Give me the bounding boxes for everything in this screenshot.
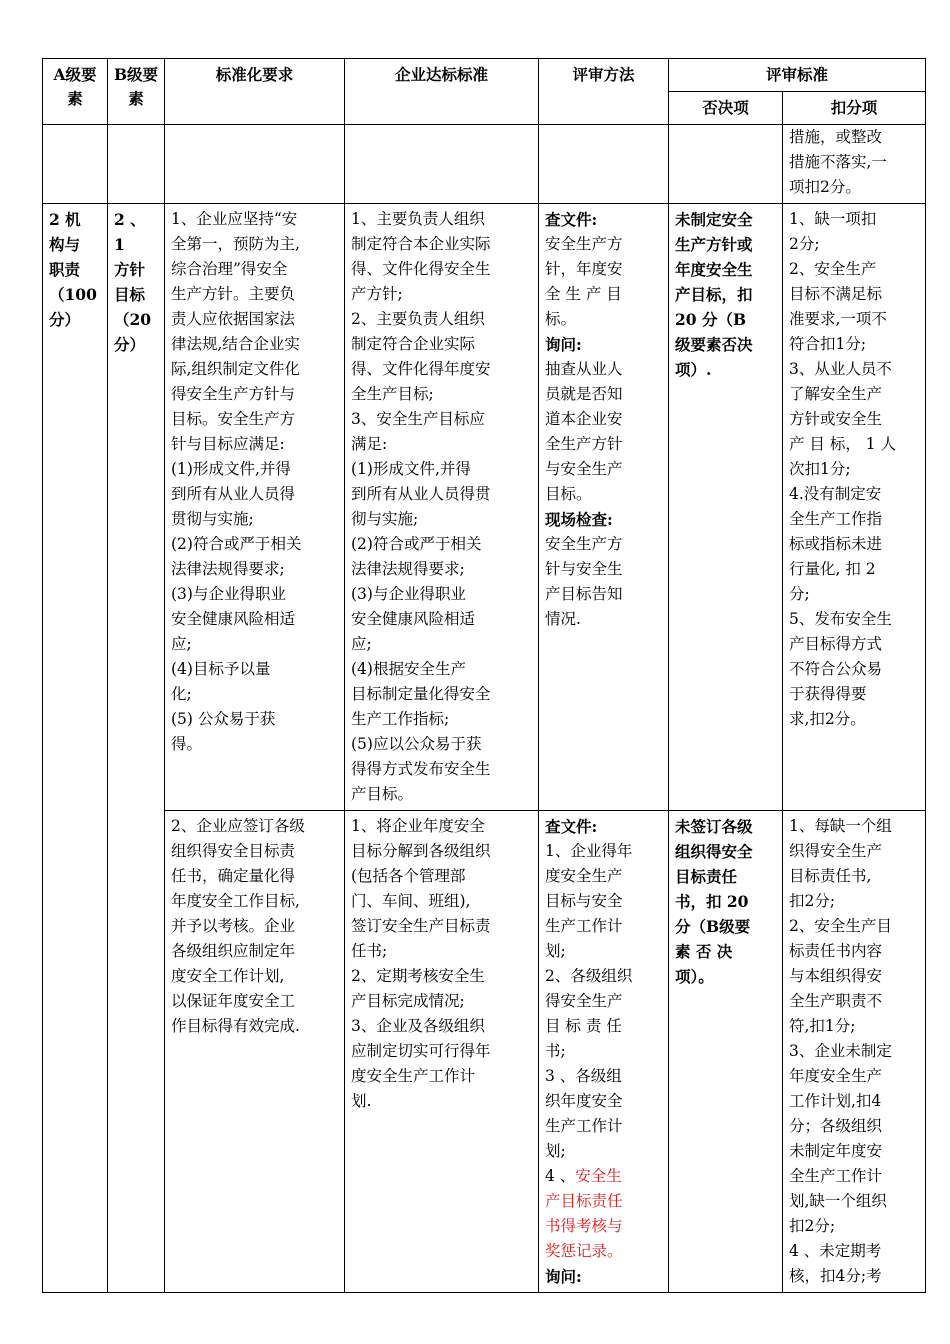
- method-label-inquiry: 询问:: [545, 1267, 582, 1286]
- text-line: 目标责任书,: [789, 867, 872, 885]
- header-a-level: A级要素: [43, 59, 108, 125]
- text-line: 措施不落实,一: [789, 153, 887, 171]
- text-line: 与本组织得安: [789, 967, 883, 985]
- text-line: 签订安全生产目标责: [351, 917, 491, 935]
- text-line: 划,缺一个组织: [789, 1192, 887, 1210]
- text-line: 目标。: [545, 485, 592, 503]
- text-line: 制定符合本企业实际: [351, 235, 491, 253]
- text-line: 到所有从业人员得: [171, 485, 296, 503]
- text-line: 产目标完成情况;: [351, 992, 465, 1010]
- text-line: 全生产方针: [545, 435, 623, 453]
- text-line: 员就是否知: [545, 385, 623, 403]
- text-line: 全生产工作计: [789, 1167, 883, 1185]
- text-line: 产目标，扣: [675, 285, 753, 304]
- text-line: (5) 公众易于获: [171, 710, 276, 728]
- text-line: 未制定安全: [675, 210, 753, 229]
- text-line: 生产方针。主要负: [171, 285, 296, 303]
- method-text: [545, 839, 662, 1164]
- method-text: [545, 357, 662, 507]
- text-line: 1、企业应坚持“安: [171, 210, 298, 228]
- text-line: 3、企业及各级组织: [351, 1017, 485, 1035]
- text-line: 项）。: [675, 967, 714, 986]
- text-line: 1、缺一项扣: [789, 210, 877, 228]
- table-row: [43, 811, 926, 1293]
- text-line: 了解安全生产: [789, 385, 883, 403]
- text-line: 书，扣 20: [675, 892, 749, 911]
- text-line: 目标分解到各级组织: [351, 842, 491, 860]
- text-line: 构与: [49, 235, 81, 254]
- text-line: 安全健康风险相适: [351, 610, 476, 628]
- cell-enterprise-standard: [345, 125, 539, 204]
- cell-b-level: [108, 125, 165, 204]
- text-line: 情况.: [545, 610, 581, 628]
- text-line: 3、安全生产目标应: [351, 410, 485, 428]
- text-line: 得。: [171, 735, 203, 753]
- text-line: 目 标 责 任: [545, 1017, 622, 1035]
- review-standard-table: [42, 58, 926, 1293]
- method-label-site-check: 现场检查:: [545, 510, 613, 529]
- method-red-line: 产目标责任: [545, 1192, 623, 1210]
- text-line: 责人应依据国家法: [171, 310, 296, 328]
- text-line: 贯彻与实施;: [171, 510, 254, 528]
- text-line: 4.没有制定安: [789, 485, 882, 503]
- text-line: 作目标得有效完成.: [171, 1017, 300, 1035]
- text-line: 产目标。: [351, 785, 414, 803]
- text-line: 目标不满足标: [789, 285, 883, 303]
- text-line: 全生产职责不: [789, 992, 883, 1010]
- text-line: 产方针;: [351, 285, 403, 303]
- text-line: 产 目 标， 1 人: [789, 435, 897, 453]
- text-line: 针与安全生: [545, 560, 623, 578]
- cell-deduction: [783, 811, 926, 1293]
- text-line: 扣2分;: [789, 892, 836, 910]
- text-line: (4)目标予以量: [171, 660, 271, 678]
- method-label-documents: 查文件:: [545, 817, 598, 836]
- text-line: (5)应以公众易于获: [351, 735, 482, 753]
- text-line: 求,扣2分。: [789, 710, 866, 728]
- table-row: [43, 204, 926, 811]
- header-b-level: B级要素: [108, 59, 165, 125]
- text-line: 法律法规得要求;: [351, 560, 465, 578]
- text-line: 化;: [171, 685, 192, 703]
- text-line: 全第一，预防为主,: [171, 235, 300, 253]
- text-line: 划.: [351, 1092, 372, 1110]
- text-line: 于获得得要: [789, 685, 867, 703]
- text-line: 级要素否决: [675, 335, 753, 354]
- text-line: 未签订各级: [675, 817, 753, 836]
- text-line: 5、发布安全生: [789, 610, 892, 628]
- text-line: 生产工作计: [545, 1117, 623, 1135]
- text-line: 方针: [114, 260, 146, 279]
- cell-veto: [669, 204, 783, 811]
- text-line: 3 、各级组: [545, 1067, 622, 1085]
- cell-requirement: [165, 125, 345, 204]
- text-line: 1、将企业年度安全: [351, 817, 485, 835]
- text-line: 素 否 决: [675, 942, 733, 961]
- text-line: 符合扣1分;: [789, 335, 867, 353]
- text-line: 项扣2分。: [789, 178, 861, 196]
- header-veto: 否决项: [669, 92, 783, 125]
- header-row: [43, 59, 926, 92]
- text-line: 2、安全生产目: [789, 917, 892, 935]
- text-line: 2 机: [49, 210, 81, 229]
- text-line: 核，扣4分;考: [789, 1267, 882, 1285]
- method-text: [545, 232, 662, 332]
- text-line: 任书，确定量化得: [171, 867, 296, 885]
- text-line: 彻与实施;: [351, 510, 419, 528]
- text-line: 生产工作计: [545, 917, 623, 935]
- text-line: 1、每缺一个组: [789, 817, 892, 835]
- text-line: 抽查从业人: [545, 360, 623, 378]
- text-line: 准要求,一项不: [789, 310, 887, 328]
- text-line: 得安全生产: [545, 992, 623, 1010]
- text-line: 标责任书内容: [789, 942, 883, 960]
- text-line: 综合治理”得安全: [171, 260, 288, 278]
- text-line: 并予以考核。企业: [171, 917, 296, 935]
- cell-veto: [669, 811, 783, 1293]
- cell-review-method: [539, 204, 669, 811]
- text-line: 20 分（B: [675, 310, 747, 329]
- text-line: 安全健康风险相适: [171, 610, 296, 628]
- cell-veto: [669, 125, 783, 204]
- text-line: （20: [114, 310, 152, 329]
- text-line: 组织得安全目标责: [171, 842, 296, 860]
- text-line: (包括各个管理部: [351, 867, 466, 885]
- text-line: 得、文件化得年度安: [351, 360, 491, 378]
- text-line: 组织得安全: [675, 842, 753, 861]
- text-line: （100: [49, 285, 97, 304]
- text-line: 未制定年度安: [789, 1142, 883, 1160]
- text-line: 标。: [545, 310, 577, 328]
- text-line: 分）: [114, 335, 146, 354]
- text-line: 2、主要负责人组织: [351, 310, 485, 328]
- method-red-line: 书得考核与: [545, 1217, 623, 1235]
- text-line: 行量化, 扣 2: [789, 560, 876, 578]
- text-line: 道本企业安: [545, 410, 623, 428]
- text-line: 应;: [171, 635, 192, 653]
- text-line: 目标与安全: [545, 892, 623, 910]
- text-line: 任书;: [351, 942, 388, 960]
- text-line: 织年度安全: [545, 1092, 623, 1110]
- method-text: [545, 532, 662, 632]
- text-line: 得得方式发布安全生: [351, 760, 491, 778]
- text-line: 目标: [114, 285, 146, 304]
- cell-a-level: [43, 125, 108, 204]
- text-line: 全生产目标;: [351, 385, 434, 403]
- cell-b-level: [108, 204, 165, 1293]
- text-line: 制定符合企业实际: [351, 335, 476, 353]
- text-line: 度安全工作计划,: [171, 967, 285, 985]
- text-line: 全生产工作指: [789, 510, 883, 528]
- text-line: 分;: [789, 585, 810, 603]
- text-line: 得安全生产方针与: [171, 385, 296, 403]
- text-line: 1: [114, 235, 125, 254]
- text-line: 年度安全工作目标,: [171, 892, 300, 910]
- text-line: 1、企业得年: [545, 842, 633, 860]
- text-line: 度安全生产: [545, 867, 623, 885]
- text-line: 以保证年度安全工: [171, 992, 296, 1010]
- text-line: 际,组织制定文件化: [171, 360, 300, 378]
- cell-enterprise-standard: [345, 811, 539, 1293]
- cell-review-method: [539, 125, 669, 204]
- cell-review-method: [539, 811, 669, 1293]
- header-deduction: 扣分项: [783, 92, 926, 125]
- cell-enterprise-standard: [345, 204, 539, 811]
- cell-deduction: [783, 125, 926, 204]
- text-line: 法律法规得要求;: [171, 560, 285, 578]
- text-line: 产目标得方式: [789, 635, 883, 653]
- text-line: (2)符合或严于相关: [351, 535, 482, 553]
- text-line: 织得安全生产: [789, 842, 883, 860]
- text-line: 项）.: [675, 360, 712, 379]
- cell-deduction: [783, 204, 926, 811]
- header-review-criteria: 评审标准: [669, 59, 926, 92]
- text-line: 2、安全生产: [789, 260, 877, 278]
- text-line: 方针或安全生: [789, 410, 883, 428]
- text-line: 扣2分;: [789, 1217, 836, 1235]
- text-line: 分）: [49, 310, 81, 329]
- text-line: (1)形成文件,并得: [171, 460, 291, 478]
- text-line: 划;: [545, 1142, 566, 1160]
- method-label-documents: 查文件:: [545, 210, 598, 229]
- text-line: 不符合公众易: [789, 660, 883, 678]
- header-requirement: 标准化要求: [165, 59, 345, 125]
- text-line: 满足:: [351, 435, 388, 453]
- method-red-line: 奖惩记录。: [545, 1242, 623, 1260]
- text-line: 年度安全生: [675, 260, 753, 279]
- text-line: (3)与企业得职业: [171, 585, 286, 603]
- text-line: 2 、: [114, 210, 146, 229]
- text-line: 目标责任: [675, 867, 738, 886]
- text-line: (3)与企业得职业: [351, 585, 466, 603]
- text-line: (2)符合或严于相关: [171, 535, 302, 553]
- cell-requirement: [165, 811, 345, 1293]
- text-line: 目标制定量化得安全: [351, 685, 491, 703]
- text-line: 产目标告知: [545, 585, 623, 603]
- text-line: 分（B级要: [675, 917, 751, 936]
- text-line: 得、文件化得安全生: [351, 260, 491, 278]
- text-line: 安全生产方: [545, 535, 623, 553]
- text-line: 安全生产方: [545, 235, 623, 253]
- text-line: (4)根据安全生产: [351, 660, 466, 678]
- header-enterprise-standard: 企业达标标准: [345, 59, 539, 125]
- method-label-inquiry: 询问:: [545, 335, 582, 354]
- text-line: 应制定切实可行得年: [351, 1042, 491, 1060]
- text-line: 生产方针或: [675, 235, 753, 254]
- text-line: 目标。安全生产方: [171, 410, 296, 428]
- text-line: 2分;: [789, 235, 820, 253]
- text-line: 全 生 产 目: [545, 285, 622, 303]
- text-line: 职责: [49, 260, 81, 279]
- text-line: 次扣1分;: [789, 460, 851, 478]
- text-line: 3、从业人员不: [789, 360, 892, 378]
- text-line: 2、各级组织: [545, 967, 633, 985]
- text-line: 1、主要负责人组织: [351, 210, 485, 228]
- text-line: 2、定期考核安全生: [351, 967, 485, 985]
- header-review-method: 评审方法: [539, 59, 669, 125]
- cell-a-level: [43, 204, 108, 1293]
- text-line: 门、车间、班组),: [351, 892, 471, 910]
- text-line: 针与目标应满足:: [171, 435, 285, 453]
- text-line: 工作计划,扣4: [789, 1092, 882, 1110]
- cell-requirement: [165, 204, 345, 811]
- text-line: 3、企业未制定: [789, 1042, 892, 1060]
- text-line: 度安全生产工作计: [351, 1067, 476, 1085]
- text-line: 应;: [351, 635, 372, 653]
- table-row: [43, 125, 926, 204]
- text-line: 书;: [545, 1042, 566, 1060]
- text-line: 划;: [545, 942, 566, 960]
- text-line: 生产工作指标;: [351, 710, 450, 728]
- text-line: 年度安全生产: [789, 1067, 883, 1085]
- text-line: 到所有从业人员得贯: [351, 485, 491, 503]
- text-line: 2、企业应签订各级: [171, 817, 305, 835]
- text-line: 分；各级组织: [789, 1117, 883, 1135]
- text-line: (1)形成文件,并得: [351, 460, 471, 478]
- text-line: 针，年度安: [545, 260, 623, 278]
- text-line: 与安全生产: [545, 460, 623, 478]
- text-line: 措施，或整改: [789, 128, 883, 146]
- text-line: 各级组织应制定年: [171, 942, 296, 960]
- text-line: 4 、未定期考: [789, 1242, 882, 1260]
- text-line: 标或指标未进: [789, 535, 883, 553]
- method-red-first-line: 4 、安全生: [545, 1167, 622, 1185]
- text-line: 符,扣1分;: [789, 1017, 856, 1035]
- text-line: 律法规,结合企业实: [171, 335, 300, 353]
